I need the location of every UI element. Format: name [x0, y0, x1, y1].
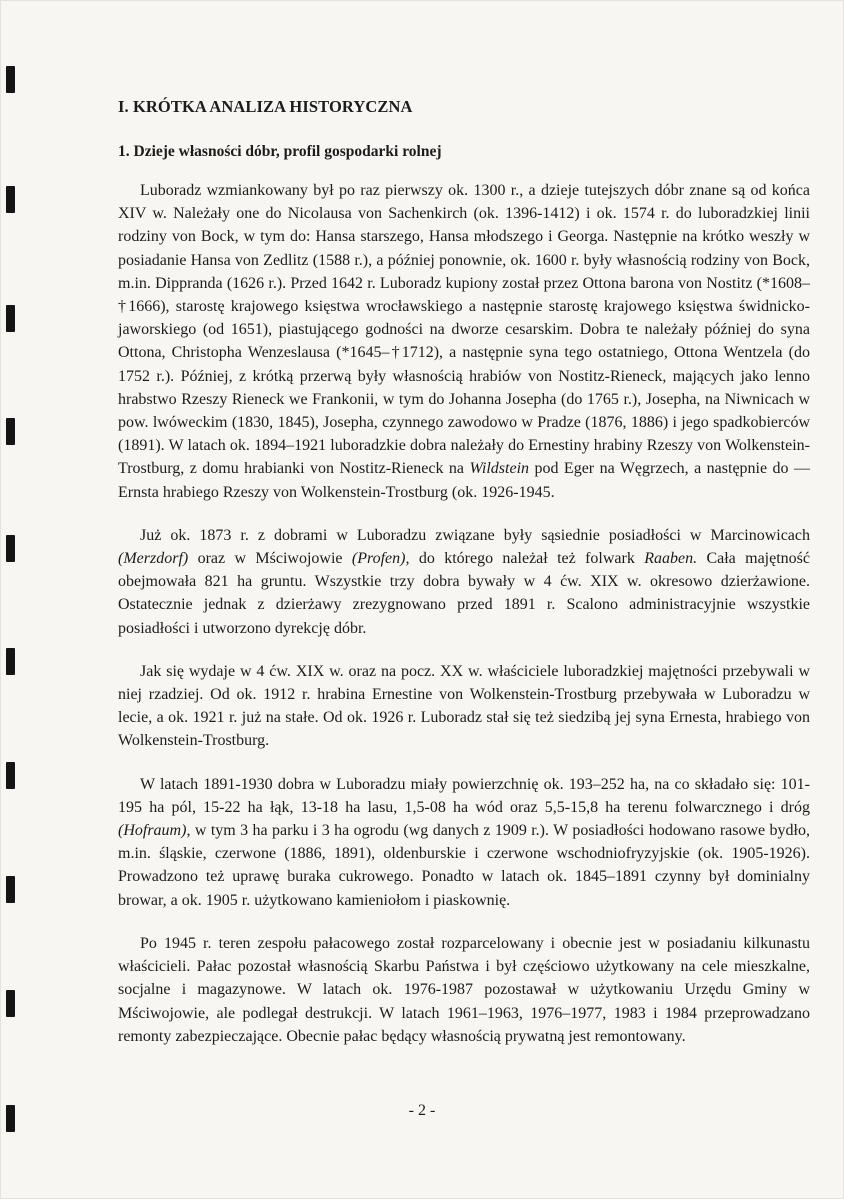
punch-hole-mark — [6, 762, 15, 789]
paragraph-post-1945: Po 1945 r. teren zespołu pałacowego został rozparcelowany i obecnie jest w posiadaniu kilkunastu właścicieli. Pałac pozostał własnością Skarbu Państwa i był częściowo użytkowany na cele mieszkalne, socjalne i magazynowe. W latach ok. 1976-1987 pozostawał w użytkowaniu Urzędu Gminy w Mściwojowie, ale podlegał destrukcji. W latach 1961–1963, 1976–1977, 1983 i 1984 przeprowadzano remonty zabezpieczające. Obecnie pałac będący własnością prywatną jest remontowany. — [118, 934, 810, 1045]
punch-hole-mark — [6, 990, 15, 1017]
punch-hole-mark — [6, 305, 15, 332]
punch-hole-mark — [6, 66, 15, 93]
paragraph-neighbouring-estates: Już ok. 1873 r. z dobrami w Luboradzu związane były sąsiednie posiadłości w Marcinowicach (Merzdorf) oraz w Mściwojowie (Profen), do którego należał też folwark Raaben. Cała majętność obejmowała 821 ha gruntu. Wszystkie trzy dobra bywały w 4 ćw. XIX w. okresowo dzierżawione. Ostatecznie jednak z dzierżawy zrezygnowano przed 1891 r. Scalono administracyjnie wszystkie posiadłości i utworzono dyrekcję dóbr. — [118, 526, 811, 637]
punch-hole-mark — [6, 876, 15, 903]
document-body — [118, 97, 810, 1068]
punch-hole-mark — [6, 186, 15, 213]
subsection-heading: 1. Dzieje własności dóbr, profil gospodarki rolnej — [118, 143, 442, 160]
punch-hole-mark — [6, 535, 15, 562]
section-heading: I. KRÓTKA ANALIZA HISTORYCZNA — [118, 97, 413, 116]
paragraph-land-area: W latach 1891-1930 dobra w Luboradzu miały powierzchnię ok. 193–252 ha, na co składało się: 101-195 ha pól, 15-22 ha łąk, 13-18 ha lasu, 1,5-08 ha wód oraz 5,5-15,8 ha terenu folwarcznego i dróg (Hofraum), w tym 3 ha parku i 3 ha ogrodu (wg danych z 1909 r.). W posiadłości hodowano rasowe bydło, m.in. śląskie, czerwone (1886, 1891), oldenburskie i czerwone wschodniofryzyjskie (ok. 1905-1926). Prowadzono też uprawę buraka cukrowego. Ponadto w latach ok. 1845–1891 czynny był dominialny browar, a ok. 1905 r. użytkowano kamieniołom i piaskownię. — [118, 775, 810, 909]
punch-hole-mark — [6, 418, 15, 445]
punch-hole-mark — [6, 648, 15, 675]
paragraph-residence: Jak się wydaje w 4 ćw. XIX w. oraz na pocz. XX w. właściciele luboradzkiej majętności przebywali w niej rzadziej. Od ok. 1912 r. hrabina Ernestine von Wolkenstein-Trostburg przebywała w Luboradzu w lecie, a ok. 1921 r. już na stałe. Od ok. 1926 r. Luboradz stał się też siedzibą jej syna Ernesta, hrabiego von Wolkenstein-Trostburg. — [118, 662, 810, 750]
paragraph-ownership-history: Luboradz wzmiankowany był po raz pierwszy ok. 1300 r., a dzieje tutejszych dóbr znane są od końca XIV w. Należały one do Nicolausa von Sachenkirch (ok. 1396-1412) i ok. 1574 r. do luboradzkiej linii rodziny von Bock, w tym do: Hansa starszego, Hansa młodszego i Georga. Następnie na krótko weszły w posiadanie Hansa von Zedlitz (1588 r.), a później ponownie, ok. 1600 r. były własnością rodziny von Bock, m.in. Dippranda (1626 r.). Przed 1642 r. Luboradz kupiony został przez Ottona barona von Nostitz (*1608–†1666), starostę krajowego księstwa wrocławskiego a następnie starostę krajowego księstwa świdnicko-jaworskiego (od 1651), piastującego godności na dworze cesarskim. Dobra te należały później do syna Ottona, Christopha Wenzeslausa (*1645–†1712), a następnie syna tego ostatniego, Ottona Wentzela (do 1752 r.). Później, z krótką przerwą były własnością hrabiów von Nostitz-Rieneck, mających jako lenno hrabstwo Rzeszy Rieneck we Frankonii, w tym do Johanna Josepha (do 1765 r.), Josepha, na Niwnicach w pow. lwóweckim (1830, 1845), Josepha, czynnego zawodowo w Pradze (1876, 1886) i jego spadkobierców (1891). W latach ok. 1894–1921 luboradzkie dobra należały do Ernestiny hrabiny Rzeszy von Wolkenstein-Trostburg, z domu hrabianki von Nostitz-Rieneck na Wildstein pod Eger na Węgrzech, a następnie do — Ernsta hrabiego Rzeszy von Wolkenstein-Trostburg (ok. 1926-1945. — [118, 182, 810, 501]
page-number: - 2 - — [408, 1102, 436, 1119]
